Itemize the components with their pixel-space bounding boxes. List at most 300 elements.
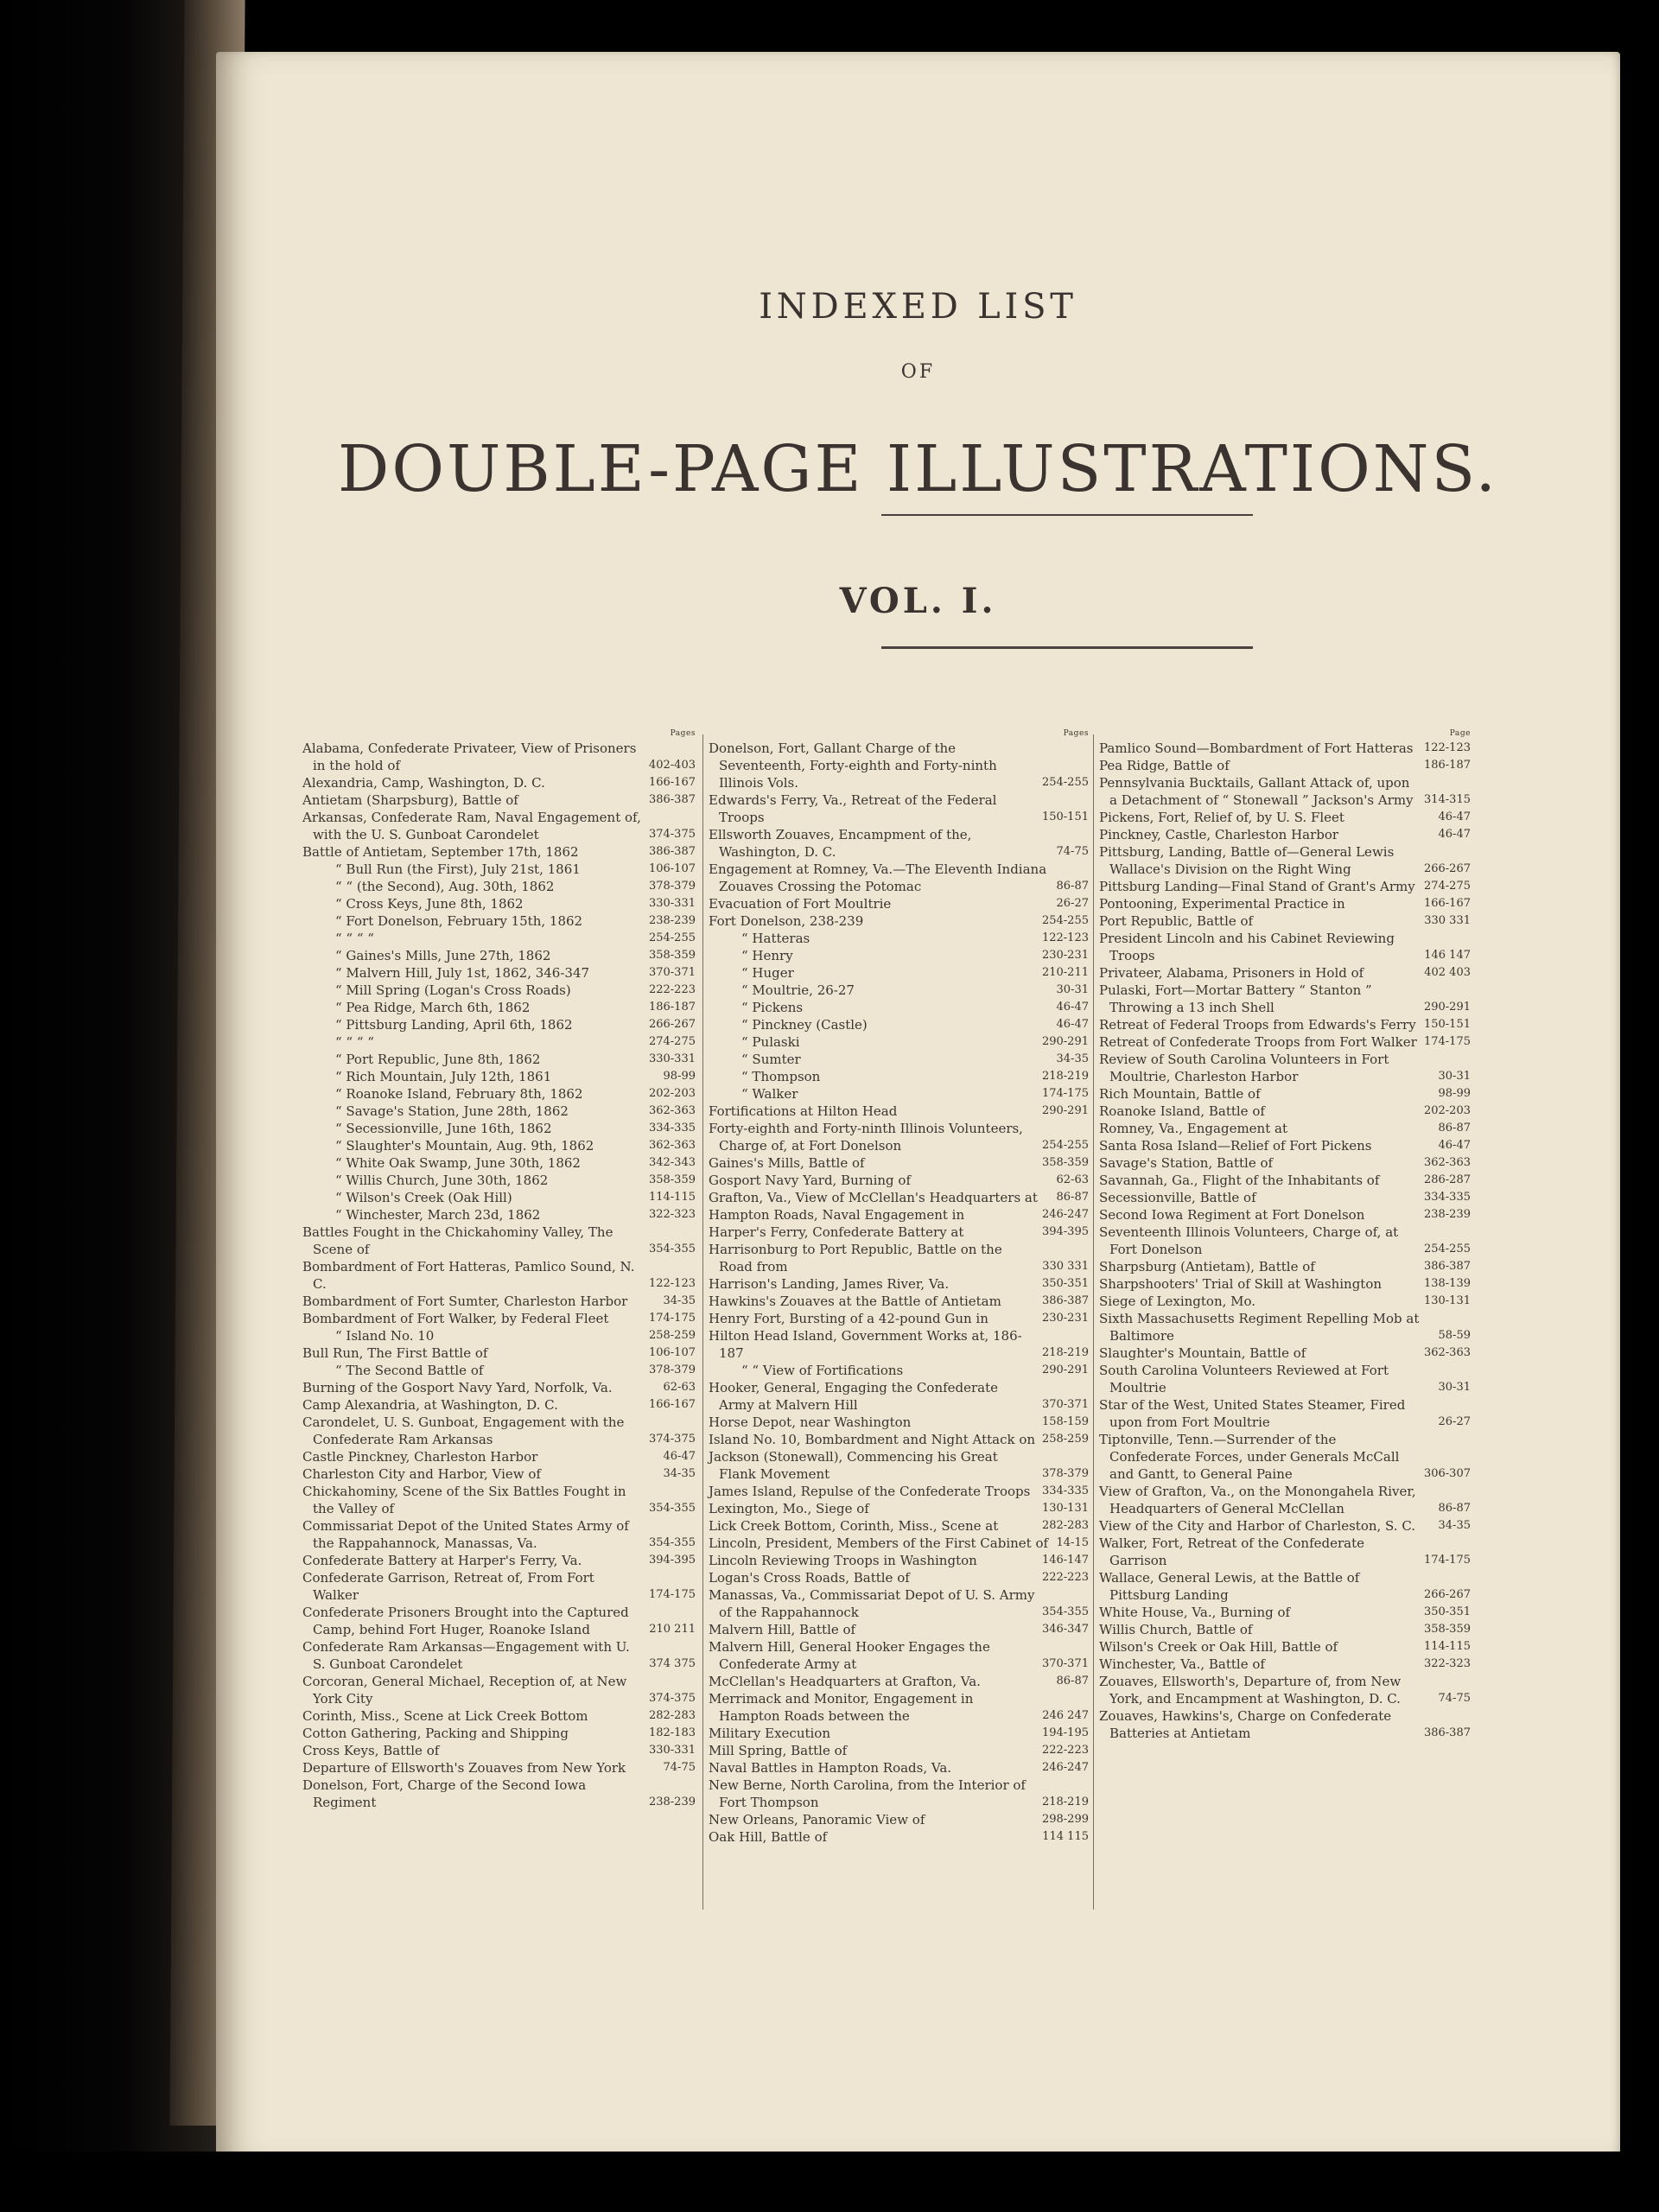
entry-pages: 46-47 bbox=[663, 1450, 696, 1463]
entry-pages: 230-231 bbox=[1041, 1312, 1089, 1325]
index-entry bbox=[709, 1483, 1089, 1500]
index-entry bbox=[302, 1707, 696, 1725]
entry-title: Naval Battles in Hampton Roads, Va. bbox=[709, 1760, 952, 1776]
entry-pages: 290-291 bbox=[1041, 1104, 1089, 1117]
index-entry bbox=[302, 1293, 696, 1310]
entry-pages: 330-331 bbox=[648, 897, 696, 910]
entry-title: Battles Fought in the Chickahominy Valley, The Scene of bbox=[302, 1224, 613, 1257]
entry-pages: 362-363 bbox=[648, 1104, 696, 1117]
index-entry bbox=[709, 1310, 1089, 1327]
entry-pages: 362-363 bbox=[648, 1139, 696, 1152]
index-entry bbox=[709, 947, 1089, 964]
index-entry bbox=[1099, 1172, 1471, 1189]
index-entry bbox=[302, 1051, 696, 1068]
index-entry bbox=[709, 1828, 1089, 1846]
entry-pages: 166-167 bbox=[648, 1398, 696, 1411]
entry-title: Oak Hill, Battle of bbox=[709, 1829, 828, 1845]
entry-pages: 174-175 bbox=[1423, 1035, 1471, 1048]
entry-pages: 122-123 bbox=[648, 1277, 696, 1290]
index-entry bbox=[709, 1327, 1089, 1362]
index-entry bbox=[302, 1777, 696, 1811]
entry-pages: 238-239 bbox=[1423, 1208, 1471, 1221]
entry-title: “ Thompson bbox=[741, 1069, 821, 1084]
index-entry bbox=[1099, 1310, 1471, 1344]
entry-pages: 62-63 bbox=[663, 1381, 696, 1394]
entry-title: Lincoln, President, Members of the First Cabinet of bbox=[709, 1535, 1049, 1551]
index-entry bbox=[302, 1465, 696, 1483]
entry-pages: 378-379 bbox=[1041, 1467, 1089, 1480]
entry-pages: 334-335 bbox=[1041, 1484, 1089, 1497]
index-entry bbox=[1099, 1707, 1471, 1742]
entry-pages: 386-387 bbox=[1041, 1294, 1089, 1307]
title-divider bbox=[881, 514, 1253, 516]
entry-pages: 290-291 bbox=[1041, 1363, 1089, 1376]
entry-pages: 330 331 bbox=[1042, 1260, 1089, 1273]
index-entry bbox=[709, 826, 1089, 861]
entry-pages: 222-223 bbox=[1041, 1744, 1089, 1757]
index-entry bbox=[302, 1120, 696, 1137]
entry-pages: 130-131 bbox=[1423, 1294, 1471, 1307]
entry-title: Bombardment of Fort Hatteras, Pamlico Sound, N. C. bbox=[302, 1259, 635, 1292]
index-entry bbox=[302, 1224, 696, 1258]
index-entry bbox=[1099, 1206, 1471, 1224]
entry-pages: 34-35 bbox=[1438, 1519, 1471, 1532]
entry-title: Privateer, Alabama, Prisoners in Hold of bbox=[1099, 965, 1364, 981]
index-column-3 bbox=[1099, 729, 1471, 1742]
index-entry bbox=[302, 964, 696, 982]
entry-title: White House, Va., Burning of bbox=[1099, 1605, 1291, 1620]
index-entry bbox=[709, 1362, 1089, 1379]
title-line-1: INDEXED LIST bbox=[759, 287, 1077, 327]
entry-title: “ Secessionville, June 16th, 1862 bbox=[335, 1121, 552, 1136]
index-entry bbox=[1099, 930, 1471, 964]
entry-pages: 222-223 bbox=[648, 983, 696, 996]
volume-label: VOL. I. bbox=[839, 581, 997, 621]
entry-pages: 86-87 bbox=[1438, 1502, 1471, 1515]
column-divider bbox=[1093, 734, 1094, 1910]
index-entry bbox=[1099, 878, 1471, 895]
entry-pages: 246-247 bbox=[1041, 1761, 1089, 1774]
entry-pages: 26-27 bbox=[1438, 1415, 1471, 1428]
entry-pages: 138-139 bbox=[1423, 1277, 1471, 1290]
entry-title: New Berne, North Carolina, from the Interior of Fort Thompson bbox=[709, 1777, 1026, 1810]
entry-pages: 34-35 bbox=[1056, 1052, 1089, 1065]
index-entry bbox=[709, 1224, 1089, 1241]
entry-title: Pinckney, Castle, Charleston Harbor bbox=[1099, 827, 1339, 842]
entry-title: View of the City and Harbor of Charleston, S. C. bbox=[1099, 1518, 1416, 1534]
entry-title: Alabama, Confederate Privateer, View of Prisoners in the hold of bbox=[302, 741, 637, 773]
index-entry bbox=[302, 895, 696, 912]
entry-pages: 246-247 bbox=[1041, 1208, 1089, 1221]
index-entry bbox=[302, 1414, 696, 1448]
index-entry bbox=[302, 1137, 696, 1154]
index-entry bbox=[1099, 1085, 1471, 1103]
index-entry bbox=[1099, 1137, 1471, 1154]
entry-title: Zouaves, Hawkins's, Charge on Confederate Batteries at Antietam bbox=[1099, 1708, 1392, 1741]
entry-pages: 402-403 bbox=[648, 759, 696, 772]
entry-pages: 218-219 bbox=[1041, 1346, 1089, 1359]
index-entry bbox=[302, 791, 696, 809]
entry-pages: 330 331 bbox=[1424, 914, 1471, 927]
entry-title: Cotton Gathering, Packing and Shipping bbox=[302, 1726, 569, 1741]
entry-title: Pickens, Fort, Relief of, by U. S. Fleet bbox=[1099, 810, 1344, 825]
entry-pages: 266-267 bbox=[1423, 862, 1471, 875]
entry-pages: 86-87 bbox=[1056, 880, 1089, 893]
index-entry bbox=[1099, 1033, 1471, 1051]
index-entry bbox=[1099, 895, 1471, 912]
index-entry bbox=[302, 740, 696, 774]
entry-pages: 386-387 bbox=[648, 845, 696, 858]
entry-title: Secessionville, Battle of bbox=[1099, 1190, 1256, 1205]
index-entry bbox=[1099, 843, 1471, 878]
index-entry bbox=[302, 1154, 696, 1172]
index-entry bbox=[1099, 982, 1471, 1016]
index-entry bbox=[709, 1033, 1089, 1051]
entry-pages: 370-371 bbox=[1041, 1398, 1089, 1411]
entry-title: Charleston City and Harbor, View of bbox=[302, 1466, 541, 1482]
index-entry bbox=[302, 1033, 696, 1051]
entry-title: Hawkins's Zouaves at the Battle of Antietam bbox=[709, 1294, 1001, 1309]
pages-header: Pages bbox=[670, 729, 696, 738]
entry-title: Tiptonville, Tenn.—Surrender of the Confederate Forces, under Generals McCall and Gantt, to General Paine bbox=[1099, 1432, 1400, 1482]
entry-pages: 314-315 bbox=[1423, 793, 1471, 806]
entry-pages: 98-99 bbox=[1438, 1087, 1471, 1100]
entry-pages: 98-99 bbox=[663, 1070, 696, 1083]
entry-title: “ Pickens bbox=[741, 1000, 804, 1015]
index-entry bbox=[302, 1362, 696, 1379]
entry-title: New Orleans, Panoramic View of bbox=[709, 1812, 925, 1827]
entry-title: “ Moultrie, 26-27 bbox=[741, 982, 855, 998]
entry-pages: 146 147 bbox=[1424, 949, 1471, 962]
entry-title: Camp Alexandria, at Washington, D. C. bbox=[302, 1397, 558, 1413]
entry-title: Seventeenth Illinois Volunteers, Charge of, at Fort Donelson bbox=[1099, 1224, 1399, 1257]
entry-pages: 186-187 bbox=[1423, 759, 1471, 772]
entry-title: “ Walker bbox=[741, 1086, 798, 1102]
entry-title: South Carolina Volunteers Reviewed at Fort Moultrie bbox=[1099, 1363, 1389, 1395]
entry-title: Retreat of Confederate Troops from Fort Walker bbox=[1099, 1034, 1417, 1050]
entry-title: Wallace, General Lewis, at the Battle of Pittsburg Landing bbox=[1099, 1570, 1360, 1603]
index-entry bbox=[302, 982, 696, 999]
entry-title: Mill Spring, Battle of bbox=[709, 1743, 848, 1758]
index-entry bbox=[1099, 1189, 1471, 1206]
entry-pages: 158-159 bbox=[1041, 1415, 1089, 1428]
entry-pages: 306-307 bbox=[1423, 1467, 1471, 1480]
entry-title: “ “ View of Fortifications bbox=[741, 1363, 904, 1378]
entry-title: Savage's Station, Battle of bbox=[1099, 1155, 1274, 1171]
entry-title: Island No. 10, Bombardment and Night Attack on bbox=[709, 1432, 1036, 1447]
entry-title: Sharpsburg (Antietam), Battle of bbox=[1099, 1259, 1315, 1274]
entry-title: Wilson's Creek or Oak Hill, Battle of bbox=[1099, 1639, 1338, 1655]
index-entry bbox=[1099, 1569, 1471, 1604]
entry-title: Alexandria, Camp, Washington, D. C. bbox=[302, 775, 545, 791]
entry-pages: 122-123 bbox=[1423, 741, 1471, 754]
entry-title: Harper's Ferry, Confederate Battery at bbox=[709, 1224, 964, 1240]
entry-pages: 290-291 bbox=[1423, 1001, 1471, 1014]
title-line-2: OF bbox=[900, 361, 936, 383]
entry-title: “ Roanoke Island, February 8th, 1862 bbox=[335, 1086, 583, 1102]
index-entry bbox=[302, 1725, 696, 1742]
entry-title: Malvern Hill, Battle of bbox=[709, 1622, 856, 1637]
index-entry bbox=[302, 930, 696, 947]
entry-pages: 46-47 bbox=[1438, 810, 1471, 823]
entry-title: Zouaves, Ellsworth's, Departure of, from New York, and Encampment at Washington, D. C. bbox=[1099, 1674, 1402, 1707]
index-entry bbox=[709, 1535, 1089, 1552]
index-entry bbox=[1099, 1016, 1471, 1033]
entry-title: Forty-eighth and Forty-ninth Illinois Volunteers, Charge of, at Fort Donelson bbox=[709, 1121, 1023, 1154]
index-entry bbox=[709, 1172, 1089, 1189]
index-entry bbox=[709, 964, 1089, 982]
index-entry bbox=[302, 1103, 696, 1120]
index-entry bbox=[709, 1241, 1089, 1275]
entry-pages: 166-167 bbox=[648, 776, 696, 789]
entry-pages: 34-35 bbox=[663, 1294, 696, 1307]
entry-title: Fortifications at Hilton Head bbox=[709, 1103, 898, 1119]
index-entry bbox=[1099, 1103, 1471, 1120]
index-entry bbox=[709, 861, 1089, 895]
entry-pages: 202-203 bbox=[648, 1087, 696, 1100]
entry-pages: 86-87 bbox=[1056, 1191, 1089, 1204]
index-entry bbox=[709, 1500, 1089, 1517]
index-entry bbox=[709, 1085, 1089, 1103]
bottom-shadow bbox=[0, 2152, 1659, 2212]
entry-pages: 186-187 bbox=[648, 1001, 696, 1014]
entry-pages: 58-59 bbox=[1438, 1329, 1471, 1342]
index-entry bbox=[1099, 809, 1471, 826]
entry-title: “ Savage's Station, June 28th, 1862 bbox=[335, 1103, 569, 1119]
entry-pages: 402 403 bbox=[1424, 966, 1471, 979]
entry-title: Edwards's Ferry, Va., Retreat of the Federal Troops bbox=[709, 792, 997, 825]
index-entry bbox=[709, 1569, 1089, 1586]
entry-title: Battle of Antietam, September 17th, 1862 bbox=[302, 844, 579, 860]
entry-title: Roanoke Island, Battle of bbox=[1099, 1103, 1265, 1119]
entry-pages: 46-47 bbox=[1056, 1001, 1089, 1014]
index-entry bbox=[709, 1742, 1089, 1759]
entry-pages: 130-131 bbox=[1041, 1502, 1089, 1515]
index-entry bbox=[302, 1638, 696, 1673]
entry-title: “ Mill Spring (Logan's Cross Roads) bbox=[335, 982, 571, 998]
entry-pages: 114-115 bbox=[1423, 1640, 1471, 1653]
index-entry bbox=[302, 1604, 696, 1638]
entry-pages: 146-147 bbox=[1041, 1554, 1089, 1567]
index-entry bbox=[302, 861, 696, 878]
entry-title: Pea Ridge, Battle of bbox=[1099, 758, 1230, 773]
index-entry bbox=[709, 1517, 1089, 1535]
index-entry bbox=[1099, 1656, 1471, 1673]
entry-pages: 246 247 bbox=[1042, 1709, 1089, 1722]
entry-pages: 386-387 bbox=[1423, 1260, 1471, 1273]
entry-title: Castle Pinckney, Charleston Harbor bbox=[302, 1449, 538, 1465]
pages-header: Pages bbox=[1063, 729, 1089, 738]
index-entry bbox=[1099, 1293, 1471, 1310]
volume-divider bbox=[881, 646, 1253, 649]
entry-title: Review of South Carolina Volunteers in Fort Moultrie, Charleston Harbor bbox=[1099, 1052, 1389, 1084]
entry-pages: 238-239 bbox=[648, 914, 696, 927]
index-entry bbox=[302, 1673, 696, 1707]
entry-title: Donelson, Fort, Charge of the Second Iowa Regiment bbox=[302, 1777, 587, 1810]
entry-pages: 334-335 bbox=[1423, 1191, 1471, 1204]
index-entry bbox=[302, 1085, 696, 1103]
index-entry bbox=[302, 1172, 696, 1189]
entry-title: “ Malvern Hill, July 1st, 1862, 346-347 bbox=[335, 965, 590, 981]
index-entry bbox=[709, 1120, 1089, 1154]
entry-title: Savannah, Ga., Flight of the Inhabitants of bbox=[1099, 1173, 1380, 1188]
entry-title: Evacuation of Fort Moultrie bbox=[709, 896, 892, 912]
entry-title: Commissariat Depot of the United States Army of the Rappahannock, Manassas, Va. bbox=[302, 1518, 629, 1551]
entry-title: Corcoran, General Michael, Reception of, at New York City bbox=[302, 1674, 627, 1707]
index-entry bbox=[302, 1742, 696, 1759]
index-entry bbox=[302, 1068, 696, 1085]
entry-title: Pontooning, Experimental Practice in bbox=[1099, 896, 1345, 912]
entry-pages: 34-35 bbox=[663, 1467, 696, 1480]
index-entry bbox=[302, 878, 696, 895]
entry-pages: 30-31 bbox=[1438, 1070, 1471, 1083]
entry-pages: 254-255 bbox=[1041, 776, 1089, 789]
entry-pages: 342-343 bbox=[648, 1156, 696, 1169]
index-entry bbox=[1099, 774, 1471, 809]
entry-pages: 330-331 bbox=[648, 1744, 696, 1757]
index-entry bbox=[1099, 1483, 1471, 1517]
entry-pages: 346-347 bbox=[1041, 1623, 1089, 1636]
entry-pages: 258-259 bbox=[1041, 1433, 1089, 1446]
index-entry bbox=[1099, 1258, 1471, 1275]
index-entry bbox=[302, 843, 696, 861]
entry-pages: 106-107 bbox=[648, 1346, 696, 1359]
index-column-2 bbox=[709, 729, 1089, 1846]
index-column-1 bbox=[302, 729, 696, 1811]
index-entry bbox=[709, 1189, 1089, 1206]
entry-pages: 174-175 bbox=[1423, 1554, 1471, 1567]
entry-title: “ Huger bbox=[741, 965, 794, 981]
entry-title: Harrisonburg to Port Republic, Battle on the Road from bbox=[709, 1242, 1002, 1274]
entry-title: Sixth Massachusetts Regiment Repelling Mob at Baltimore bbox=[1099, 1311, 1420, 1344]
index-entry bbox=[1099, 1638, 1471, 1656]
index-entry bbox=[1099, 1535, 1471, 1569]
page-title: DOUBLE-PAGE ILLUSTRATIONS. bbox=[338, 432, 1498, 506]
entry-title: Antietam (Sharpsburg), Battle of bbox=[302, 792, 518, 808]
index-entry bbox=[302, 1483, 696, 1517]
entry-title: Arkansas, Confederate Ram, Naval Engagement of, with the U. S. Gunboat Carondelet bbox=[302, 810, 641, 842]
index-entry bbox=[1099, 1154, 1471, 1172]
entry-title: Pittsburg, Landing, Battle of—General Lewis Wallace's Division on the Right Wing bbox=[1099, 844, 1395, 877]
index-entry bbox=[709, 1414, 1089, 1431]
entry-pages: 282-283 bbox=[648, 1709, 696, 1722]
entry-pages: 46-47 bbox=[1056, 1018, 1089, 1031]
entry-title: Harrison's Landing, James River, Va. bbox=[709, 1276, 950, 1292]
entry-title: “ Bull Run (the First), July 21st, 1861 bbox=[335, 861, 581, 877]
index-entry bbox=[1099, 912, 1471, 930]
entry-title: Gosport Navy Yard, Burning of bbox=[709, 1173, 912, 1188]
index-entry bbox=[302, 947, 696, 964]
index-entry bbox=[709, 1586, 1089, 1621]
index-entry bbox=[709, 1638, 1089, 1673]
index-entry bbox=[709, 1431, 1089, 1448]
entry-title: Bombardment of Fort Walker, by Federal Fleet bbox=[302, 1311, 609, 1326]
entry-title: Pamlico Sound—Bombardment of Fort Hatteras bbox=[1099, 741, 1414, 756]
entry-pages: 322-323 bbox=[648, 1208, 696, 1221]
entry-pages: 174-175 bbox=[648, 1588, 696, 1601]
entry-pages: 122-123 bbox=[1041, 931, 1089, 944]
entry-pages: 370-371 bbox=[648, 966, 696, 979]
index-entry bbox=[302, 1379, 696, 1396]
entry-pages: 230-231 bbox=[1041, 949, 1089, 962]
index-entry bbox=[1099, 1224, 1471, 1258]
entry-pages: 174-175 bbox=[648, 1312, 696, 1325]
entry-pages: 254-255 bbox=[1423, 1243, 1471, 1255]
entry-title: Henry Fort, Bursting of a 42-pound Gun in bbox=[709, 1311, 988, 1326]
entry-title: “ Willis Church, June 30th, 1862 bbox=[335, 1173, 549, 1188]
entry-title: “ Gaines's Mills, June 27th, 1862 bbox=[335, 948, 551, 963]
index-entry bbox=[1099, 1621, 1471, 1638]
entry-title: Winchester, Va., Battle of bbox=[1099, 1656, 1265, 1672]
entry-pages: 274-275 bbox=[648, 1035, 696, 1048]
entry-title: Burning of the Gosport Navy Yard, Norfolk, Va. bbox=[302, 1380, 613, 1395]
entry-pages: 266-267 bbox=[648, 1018, 696, 1031]
entry-title: Pittsburg Landing—Final Stand of Grant's Army bbox=[1099, 879, 1415, 894]
index-entry bbox=[709, 1275, 1089, 1293]
index-entry bbox=[709, 999, 1089, 1016]
entry-title: “ Rich Mountain, July 12th, 1861 bbox=[335, 1069, 552, 1084]
index-entry bbox=[709, 1725, 1089, 1742]
entry-title: Gaines's Mills, Battle of bbox=[709, 1155, 865, 1171]
entry-pages: 114-115 bbox=[648, 1191, 696, 1204]
index-entry bbox=[302, 1016, 696, 1033]
entry-title: Slaughter's Mountain, Battle of bbox=[1099, 1345, 1306, 1361]
index-entry bbox=[302, 1569, 696, 1604]
entry-pages: 370-371 bbox=[1041, 1657, 1089, 1670]
entry-pages: 150-151 bbox=[1041, 810, 1089, 823]
entry-title: Corinth, Miss., Scene at Lick Creek Bottom bbox=[302, 1708, 588, 1724]
entry-pages: 330-331 bbox=[648, 1052, 696, 1065]
index-entry bbox=[302, 1310, 696, 1327]
entry-pages: 394-395 bbox=[1041, 1225, 1089, 1238]
index-entry bbox=[709, 930, 1089, 947]
entry-title: “ Slaughter's Mountain, Aug. 9th, 1862 bbox=[335, 1138, 594, 1154]
entry-title: “ Pea Ridge, March 6th, 1862 bbox=[335, 1000, 531, 1015]
entry-pages: 238-239 bbox=[648, 1796, 696, 1808]
index-entry bbox=[709, 1811, 1089, 1828]
entry-pages: 354-355 bbox=[648, 1243, 696, 1255]
entry-title: Manassas, Va., Commissariat Depot of U. S. Army of the Rappahannock bbox=[709, 1587, 1035, 1620]
entry-pages: 258-259 bbox=[648, 1329, 696, 1342]
index-entry bbox=[709, 1206, 1089, 1224]
index-entry bbox=[1099, 1051, 1471, 1085]
entry-title: “ “ “ “ bbox=[335, 1034, 374, 1050]
entry-pages: 374-375 bbox=[648, 1692, 696, 1705]
entry-pages: 298-299 bbox=[1041, 1813, 1089, 1826]
entry-pages: 174-175 bbox=[1041, 1087, 1089, 1100]
entry-pages: 354-355 bbox=[648, 1536, 696, 1549]
entry-title: Confederate Battery at Harper's Ferry, Va. bbox=[302, 1553, 582, 1568]
index-entry bbox=[1099, 1431, 1471, 1483]
entry-title: Siege of Lexington, Mo. bbox=[1099, 1294, 1256, 1309]
entry-pages: 378-379 bbox=[648, 1363, 696, 1376]
entry-title: Carondelet, U. S. Gunboat, Engagement with the Confederate Ram Arkansas bbox=[302, 1414, 625, 1447]
index-entry bbox=[709, 740, 1089, 791]
entry-pages: 194-195 bbox=[1041, 1726, 1089, 1739]
entry-title: Confederate Prisoners Brought into the Captured Camp, behind Fort Huger, Roanoke Island bbox=[302, 1605, 629, 1637]
entry-pages: 202-203 bbox=[1423, 1104, 1471, 1117]
entry-pages: 358-359 bbox=[1041, 1156, 1089, 1169]
index-entry bbox=[1099, 1396, 1471, 1431]
index-entry bbox=[302, 809, 696, 843]
entry-title: “ Sumter bbox=[741, 1052, 801, 1067]
index-entry bbox=[302, 1344, 696, 1362]
entry-title: Santa Rosa Island—Relief of Fort Pickens bbox=[1099, 1138, 1372, 1154]
entry-title: “ Pittsburg Landing, April 6th, 1862 bbox=[335, 1017, 573, 1033]
entry-title: Ellsworth Zouaves, Encampment of the, Washington, D. C. bbox=[709, 827, 972, 860]
entry-pages: 74-75 bbox=[1438, 1692, 1471, 1705]
entry-pages: 358-359 bbox=[1423, 1623, 1471, 1636]
